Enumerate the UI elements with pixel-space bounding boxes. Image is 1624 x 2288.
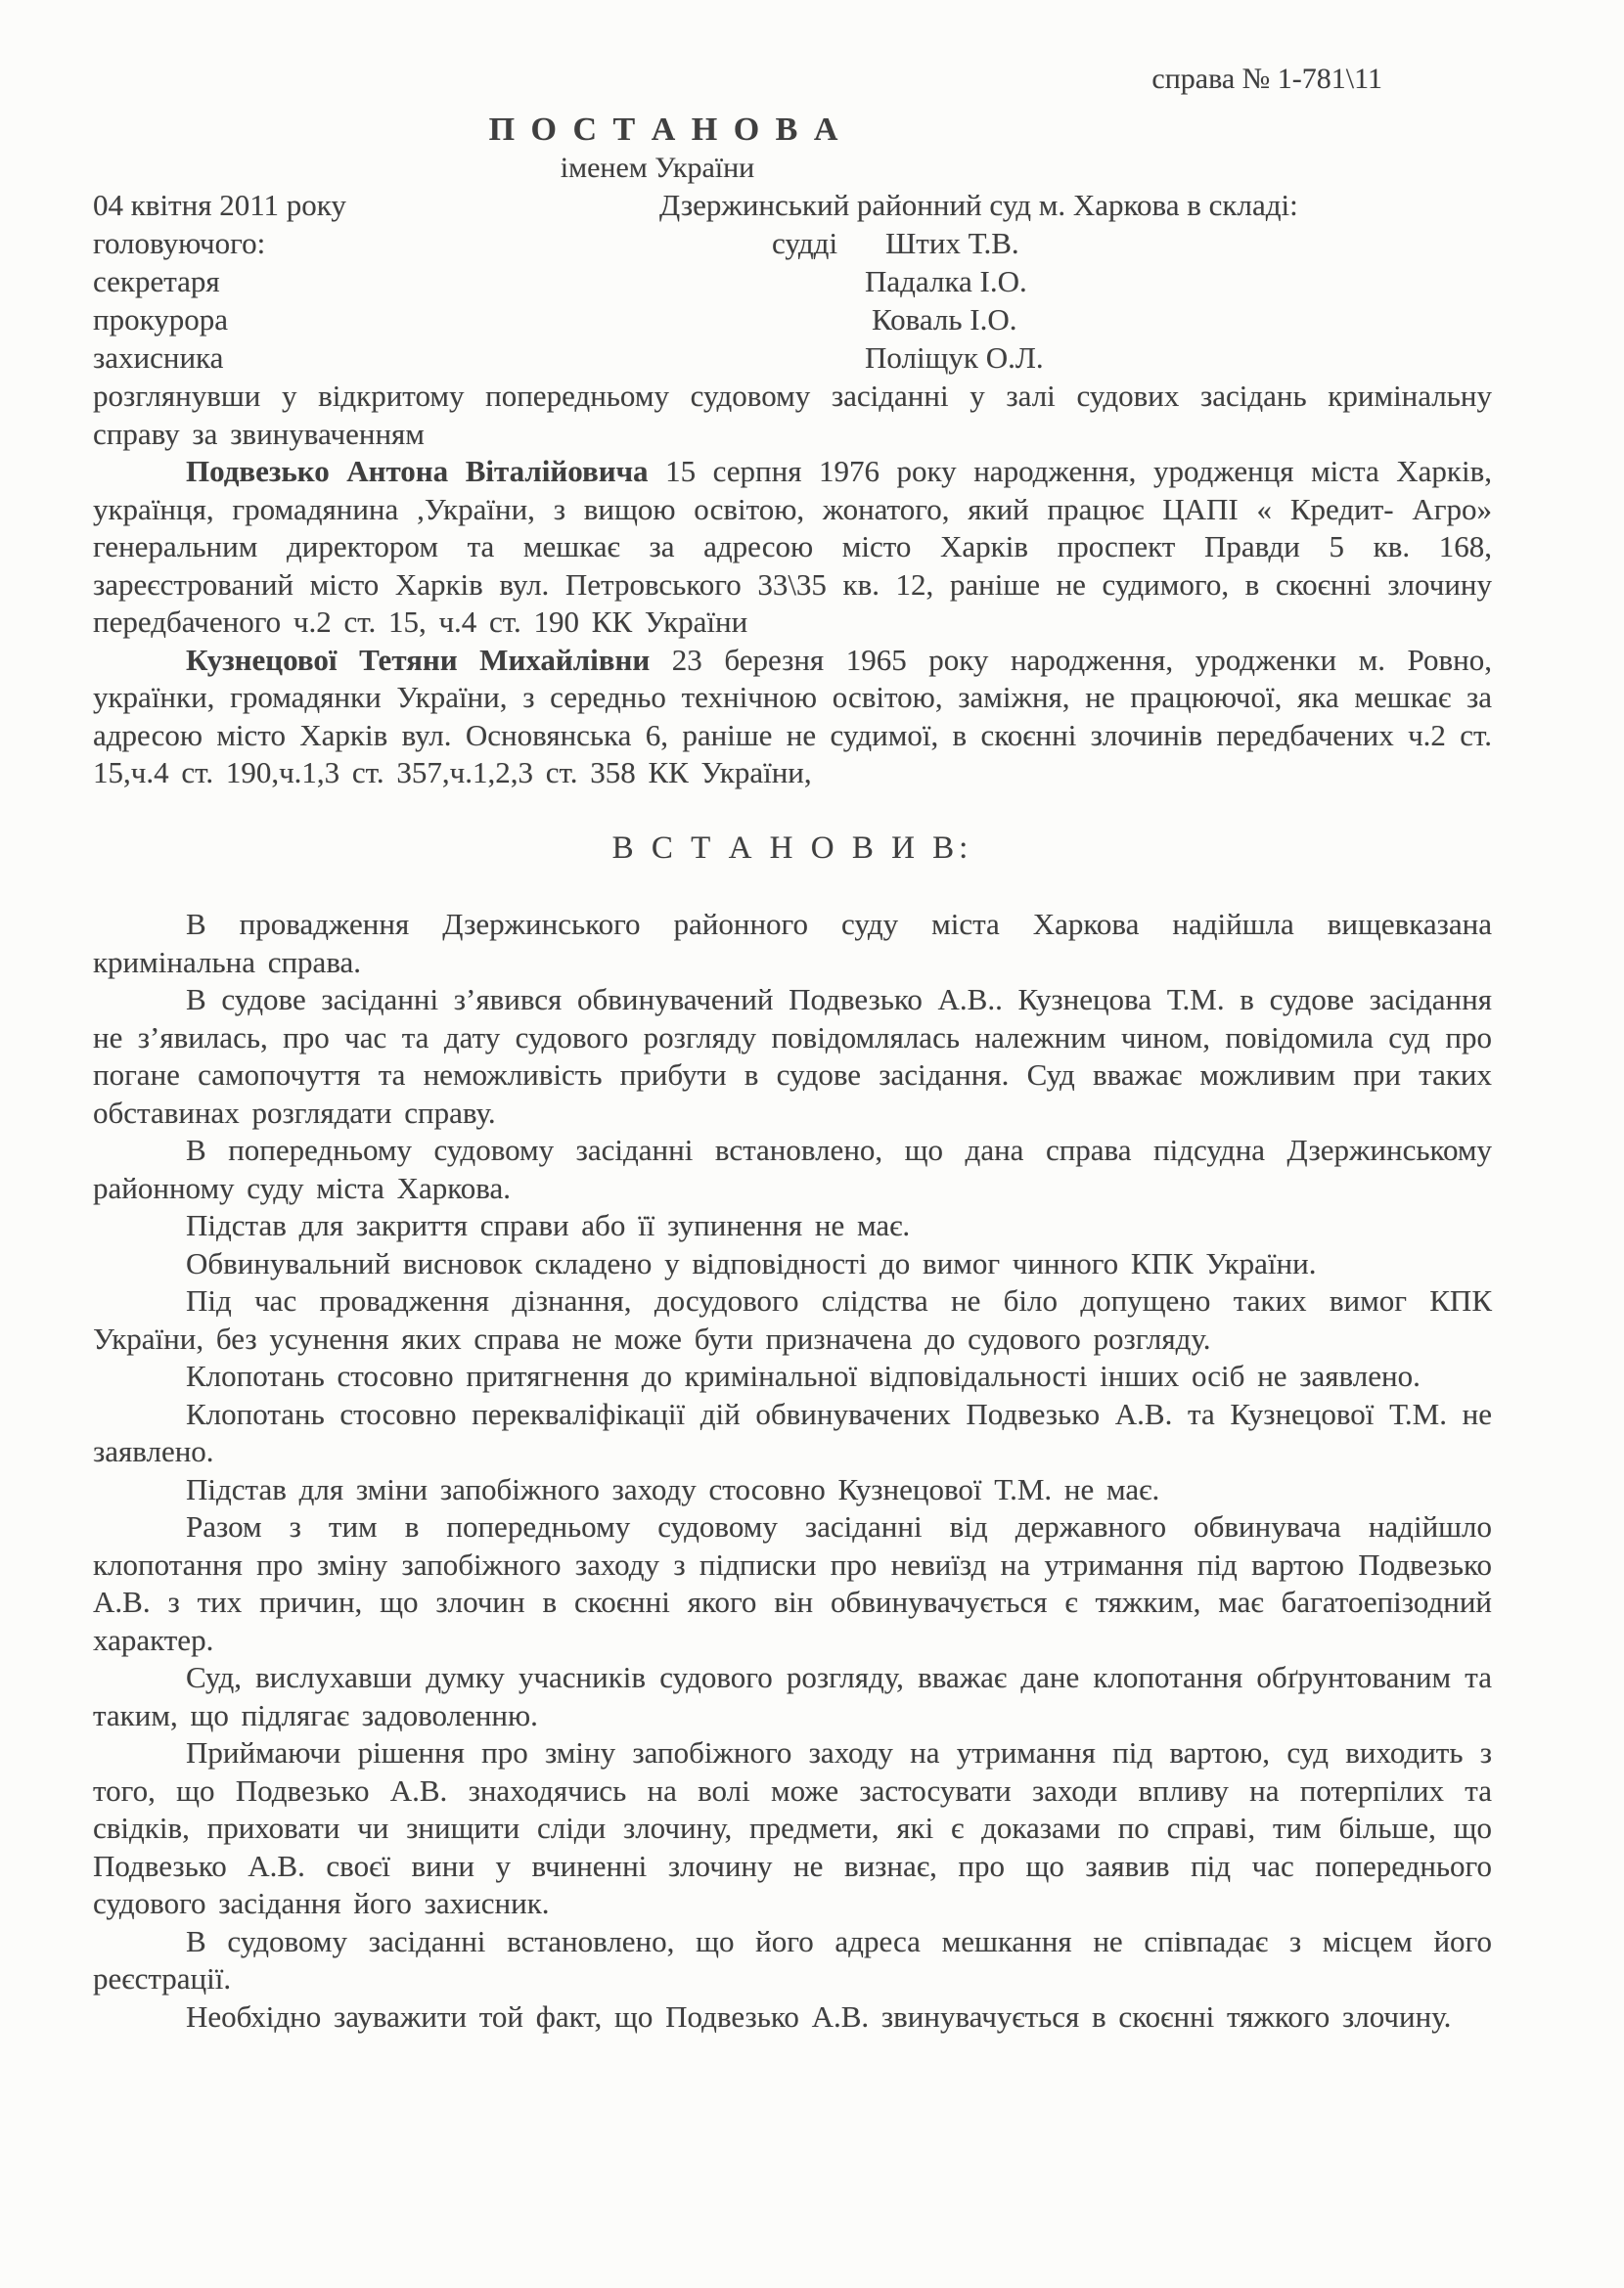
date-and-court-line <box>93 187 1492 225</box>
body-paragraph: В попередньому судовому засіданні встановлено, що дана справа підсудна Дзержинському районному суду міста Харкова. <box>93 1133 1492 1205</box>
role-label: захисника <box>93 340 224 375</box>
body-paragraph: Разом з тим в попередньому судовому засіданні від державного обвинувача надійшло клопотання про зміну запобіжного заходу з підписки про невиїзд на утримання під вартою Подвезько А.В. з тих причин, що злочин в скоєнні якого він обвинувачується є тяжким, має багатоепізодний характер. <box>93 1509 1492 1657</box>
panel-row-presiding <box>93 225 1492 263</box>
body-paragraph: Під час провадження дізнання, досудового слідства не біло допущено таких вимог КПК України, без усунення яких справа не може бути призначена до судового розгляду. <box>93 1283 1492 1356</box>
defendant-details: 15 серпня 1976 року народження, уродженця міста Харків, українця, громадянина ,України, з вищою освітою, жонатого, який працює ЦАПІ « Кредит- Агро» генеральним директором та мешкає за адресою місто Харків проспект Правди 5 кв. 168, зареєстрований місто Харків вул. Петровського 33\35 кв. 12, раніше не судимого, в скоєнні злочину передбаченого ч.2 ст. 15, ч.4 ст. 190 КК України <box>93 454 1492 639</box>
defendant-name: Подвезько Антона Віталійовича <box>186 454 649 488</box>
body-paragraph: В судове засіданні з’явився обвинувачений Подвезько А.В.. Кузнецова Т.М. в судове засідання не з’явилась, про час та дату судового розгляду повідомлялась належним чином, повідомила суд про погане самопочуття та неможливість прибути в судове засідання. Суд вважає можливим при таких обставинах розглядати справу. <box>93 982 1492 1130</box>
defendant-details: 23 березня 1965 року народження, уродженки м. Ровно, українки, громадянки України, з середньо технічною освітою, заміжня, не працюючої, яка мешкає за адресою місто Харків вул. Основянська 6, раніше не судимої, в скоєнні злочинів передбачених ч.2 ст. 15,ч.4 ст. 190,ч.1,3 ст. 357,ч.1,2,3 ст. 358 КК України, <box>93 642 1492 789</box>
person-name: Падалка І.О. <box>865 264 1027 298</box>
document-title: П О С Т А Н О В А <box>488 111 842 148</box>
person-name: Поліщук О.Л. <box>865 340 1044 375</box>
body-paragraph: Необхідно зауважити той факт, що Подвезько А.В. звинувачується в скоєнні тяжкого злочину. <box>186 1998 1452 2034</box>
panel-row-secretary <box>93 263 1492 301</box>
person-name: Коваль І.О. <box>872 302 1017 336</box>
role-label: секретаря <box>93 264 220 298</box>
panel-row-defender <box>93 339 1492 378</box>
body-paragraph: В провадження Дзержинського районного суду міста Харкова надійшла вищевказана кримінальна справа. <box>93 907 1492 979</box>
document-subtitle: іменем України <box>560 151 755 184</box>
body-paragraph: Приймаючи рішення про зміну запобіжного заходу на утримання під вартою, суд виходить з того, що Подвезько А.В. знаходячись на волі може застосувати заходи впливу на потерпілих та свідків, приховати чи знищити сліди злочину, предмети, які є доказами по справі, тим більше, що Подвезько А.В. своєї вини у вчиненні злочину не визнає, про що заявив під час попереднього судового засідання його захисник. <box>93 1735 1492 1920</box>
document-date: 04 квітня 2011 року <box>93 188 346 222</box>
role-label: прокурора <box>93 302 228 336</box>
body-paragraph: Клопотань стосовно притягнення до кримінальної відповідальності інших осіб не заявлено. <box>186 1359 1421 1393</box>
body-paragraph: Підстав для закриття справи або її зупинення не має. <box>186 1208 911 1242</box>
judge-role-label: судді <box>772 226 838 260</box>
case-number: справа № 1-781\11 <box>1151 63 1382 95</box>
body-paragraph: Клопотань стосовно перекваліфікації дій обвинувачених Подвезько А.В. та Кузнецової Т.М. не заявлено. <box>93 1396 1492 1468</box>
defendant-paragraph-podvezko <box>93 453 1492 642</box>
panel-row-prosecutor <box>93 301 1492 339</box>
document-content <box>93 61 1492 2036</box>
established-heading: В С Т А Н О В И В: <box>611 830 973 866</box>
body-paragraph: В судовому засіданні встановлено, що його адреса мешкання не співпадає з місцем його реєстрації. <box>93 1923 1492 1996</box>
person-name: Штих Т.В. <box>885 226 1019 260</box>
intro-paragraph: розглянувши у відкритому попередньому судовому засіданні у залі судових засідань кримінальну справу за звинуваченням <box>93 379 1492 451</box>
defendant-paragraph-kuznetsova <box>93 642 1492 792</box>
role-label: головуючого: <box>93 226 266 260</box>
body-paragraph: Суд, вислухавши думку учасників судового розгляду, вважає дане клопотання обґрунтованим та таким, що підлягає задоволенню. <box>93 1660 1492 1732</box>
body-paragraph: Обвинувальний висновок складено у відповідності до вимог чинного КПК України. <box>186 1245 1317 1280</box>
defendant-name: Кузнецової Тетяни Михайлівни <box>186 642 651 677</box>
body-paragraph: Підстав для зміни запобіжного заходу стосовно Кузнецової Т.М. не має. <box>186 1471 1160 1506</box>
court-name: Дзержинський районний суд м. Харкова в складі: <box>659 188 1298 222</box>
